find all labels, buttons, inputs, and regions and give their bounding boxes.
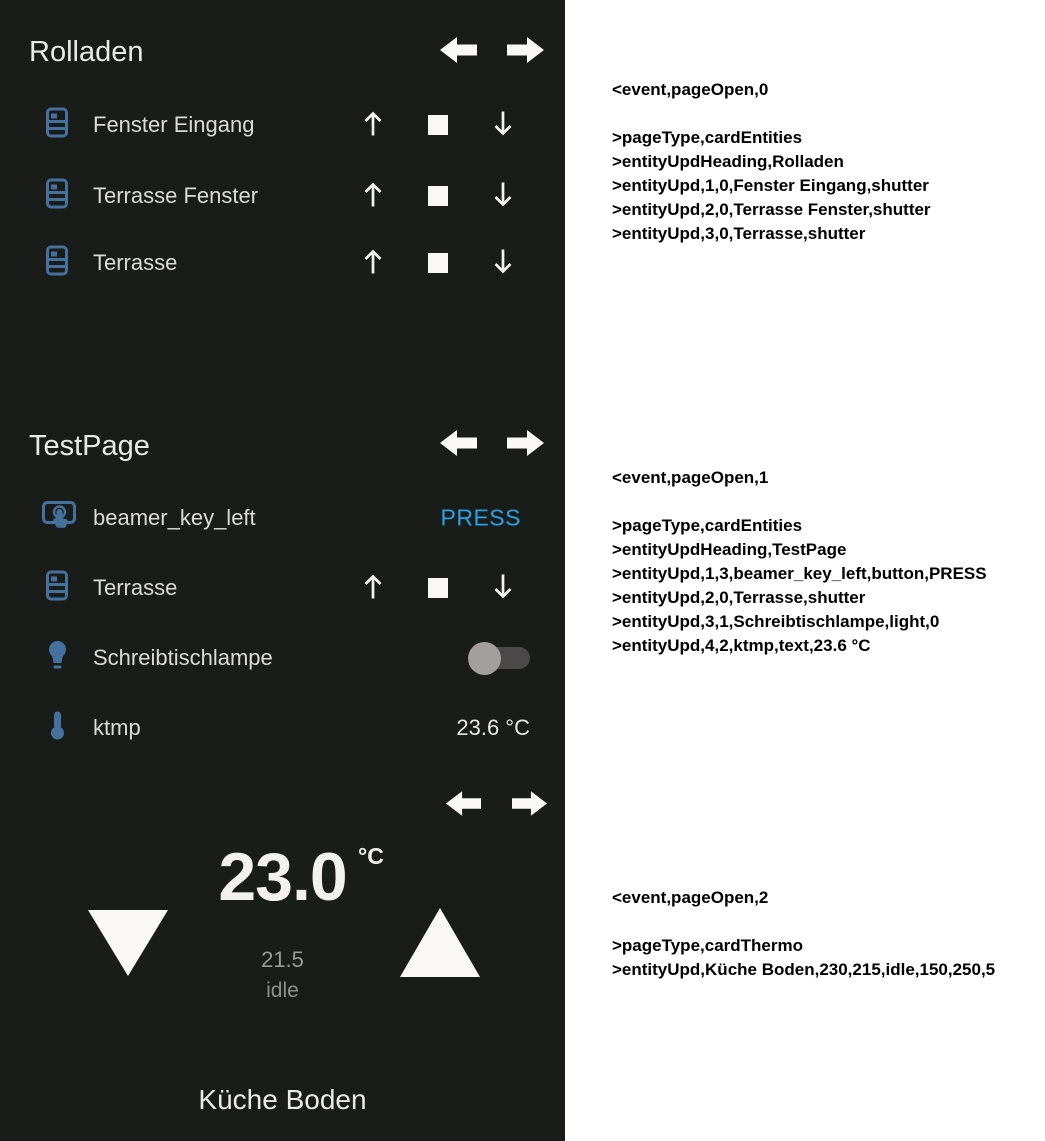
- entity-label: Fenster Eingang: [93, 112, 255, 137]
- toggle-knob: [468, 642, 501, 675]
- protocol-line: >entityUpdHeading,TestPage: [612, 540, 847, 559]
- protocol-line: >entityUpd,1,0,Fenster Eingang,shutter: [612, 176, 929, 195]
- nav-prev-button[interactable]: [440, 35, 477, 65]
- shutter-icon: [46, 246, 68, 281]
- entity-label: ktmp: [93, 715, 141, 740]
- shutter-up-button[interactable]: [361, 110, 385, 141]
- shutter-icon: [46, 179, 68, 214]
- protocol-block: [612, 466, 987, 658]
- entity-row: [0, 166, 565, 226]
- entity-label: Terrasse Fenster: [93, 183, 259, 208]
- protocol-line: >entityUpd,3,1,Schreibtischlampe,light,0: [612, 612, 940, 631]
- protocol-event-line: <event,pageOpen,0: [612, 80, 769, 99]
- shutter-stop-button[interactable]: [428, 186, 448, 206]
- entity-row: [0, 628, 565, 688]
- nav-prev-button[interactable]: [440, 428, 477, 458]
- protocol-line: >pageType,cardEntities: [612, 516, 803, 535]
- page-title: Rolladen: [29, 36, 144, 68]
- arrow-right-icon: [507, 53, 544, 68]
- entity-row: [0, 488, 565, 548]
- nav-next-button[interactable]: [507, 428, 544, 458]
- nav-next-button[interactable]: [507, 35, 544, 65]
- shutter-stop-button[interactable]: [428, 578, 448, 598]
- protocol-line: >entityUpd,4,2,ktmp,text,23.6 °C: [612, 636, 871, 655]
- shutter-up-button[interactable]: [361, 248, 385, 279]
- press-button[interactable]: PRESS: [435, 504, 527, 533]
- shutter-icon: [46, 108, 68, 143]
- arrow-right-icon: [512, 806, 547, 821]
- shutter-up-button[interactable]: [361, 181, 385, 212]
- shutter-stop-button[interactable]: [428, 115, 448, 135]
- protocol-line: >entityUpd,2,0,Terrasse,shutter: [612, 588, 866, 607]
- protocol-block: [612, 78, 931, 246]
- light-toggle-switch[interactable]: [470, 647, 530, 669]
- protocol-line: >entityUpd,1,3,beamer_key_left,button,PRESS: [612, 564, 987, 583]
- entity-label: beamer_key_left: [93, 505, 256, 530]
- shutter-up-button[interactable]: [361, 573, 385, 604]
- shutter-down-button[interactable]: [491, 573, 515, 604]
- entity-row: [0, 95, 565, 155]
- protocol-block: [612, 886, 995, 982]
- protocol-event-line: <event,pageOpen,1: [612, 468, 769, 487]
- entity-label: Schreibtischlampe: [93, 645, 273, 670]
- spacer: [612, 102, 931, 126]
- light-bulb-icon: [47, 640, 68, 676]
- thermostat-title: Küche Boden: [198, 1084, 367, 1115]
- arrow-right-icon: [507, 446, 544, 461]
- shutter-down-button[interactable]: [491, 181, 515, 212]
- nav-next-button[interactable]: [512, 789, 547, 818]
- entity-row: [0, 558, 565, 618]
- shutter-icon: [46, 571, 68, 606]
- temperature-unit: °C: [358, 843, 384, 869]
- arrow-left-icon: [440, 446, 477, 461]
- shutter-down-button[interactable]: [491, 110, 515, 141]
- spacer: [612, 910, 995, 934]
- arrow-left-icon: [440, 53, 477, 68]
- spacer: [612, 490, 987, 514]
- sensor-value: 23.6 °C: [456, 715, 530, 740]
- entity-row: [0, 233, 565, 293]
- thermometer-icon: [50, 711, 65, 746]
- protocol-line: >pageType,cardEntities: [612, 128, 803, 147]
- shutter-down-button[interactable]: [491, 248, 515, 279]
- page-title: TestPage: [29, 430, 150, 462]
- protocol-line: >pageType,cardThermo: [612, 936, 803, 955]
- entity-label: Terrasse: [93, 250, 178, 275]
- protocol-line: >entityUpd,Küche Boden,230,215,idle,150,250,5: [612, 960, 996, 979]
- protocol-line: >entityUpdHeading,Rolladen: [612, 152, 844, 171]
- shutter-stop-button[interactable]: [428, 253, 448, 273]
- entity-row: [0, 698, 565, 758]
- nav-prev-button[interactable]: [446, 789, 481, 818]
- protocol-event-line: <event,pageOpen,2: [612, 888, 769, 907]
- protocol-line: >entityUpd,3,0,Terrasse,shutter: [612, 224, 866, 243]
- target-temperature: 21.5: [261, 947, 304, 972]
- arrow-left-icon: [446, 806, 481, 821]
- entity-label: Terrasse: [93, 575, 178, 600]
- hvac-state: idle: [266, 979, 299, 1002]
- protocol-line: >entityUpd,2,0,Terrasse Fenster,shutter: [612, 200, 931, 219]
- current-temperature: 23.0: [218, 839, 347, 915]
- tap-button-icon: [42, 501, 76, 535]
